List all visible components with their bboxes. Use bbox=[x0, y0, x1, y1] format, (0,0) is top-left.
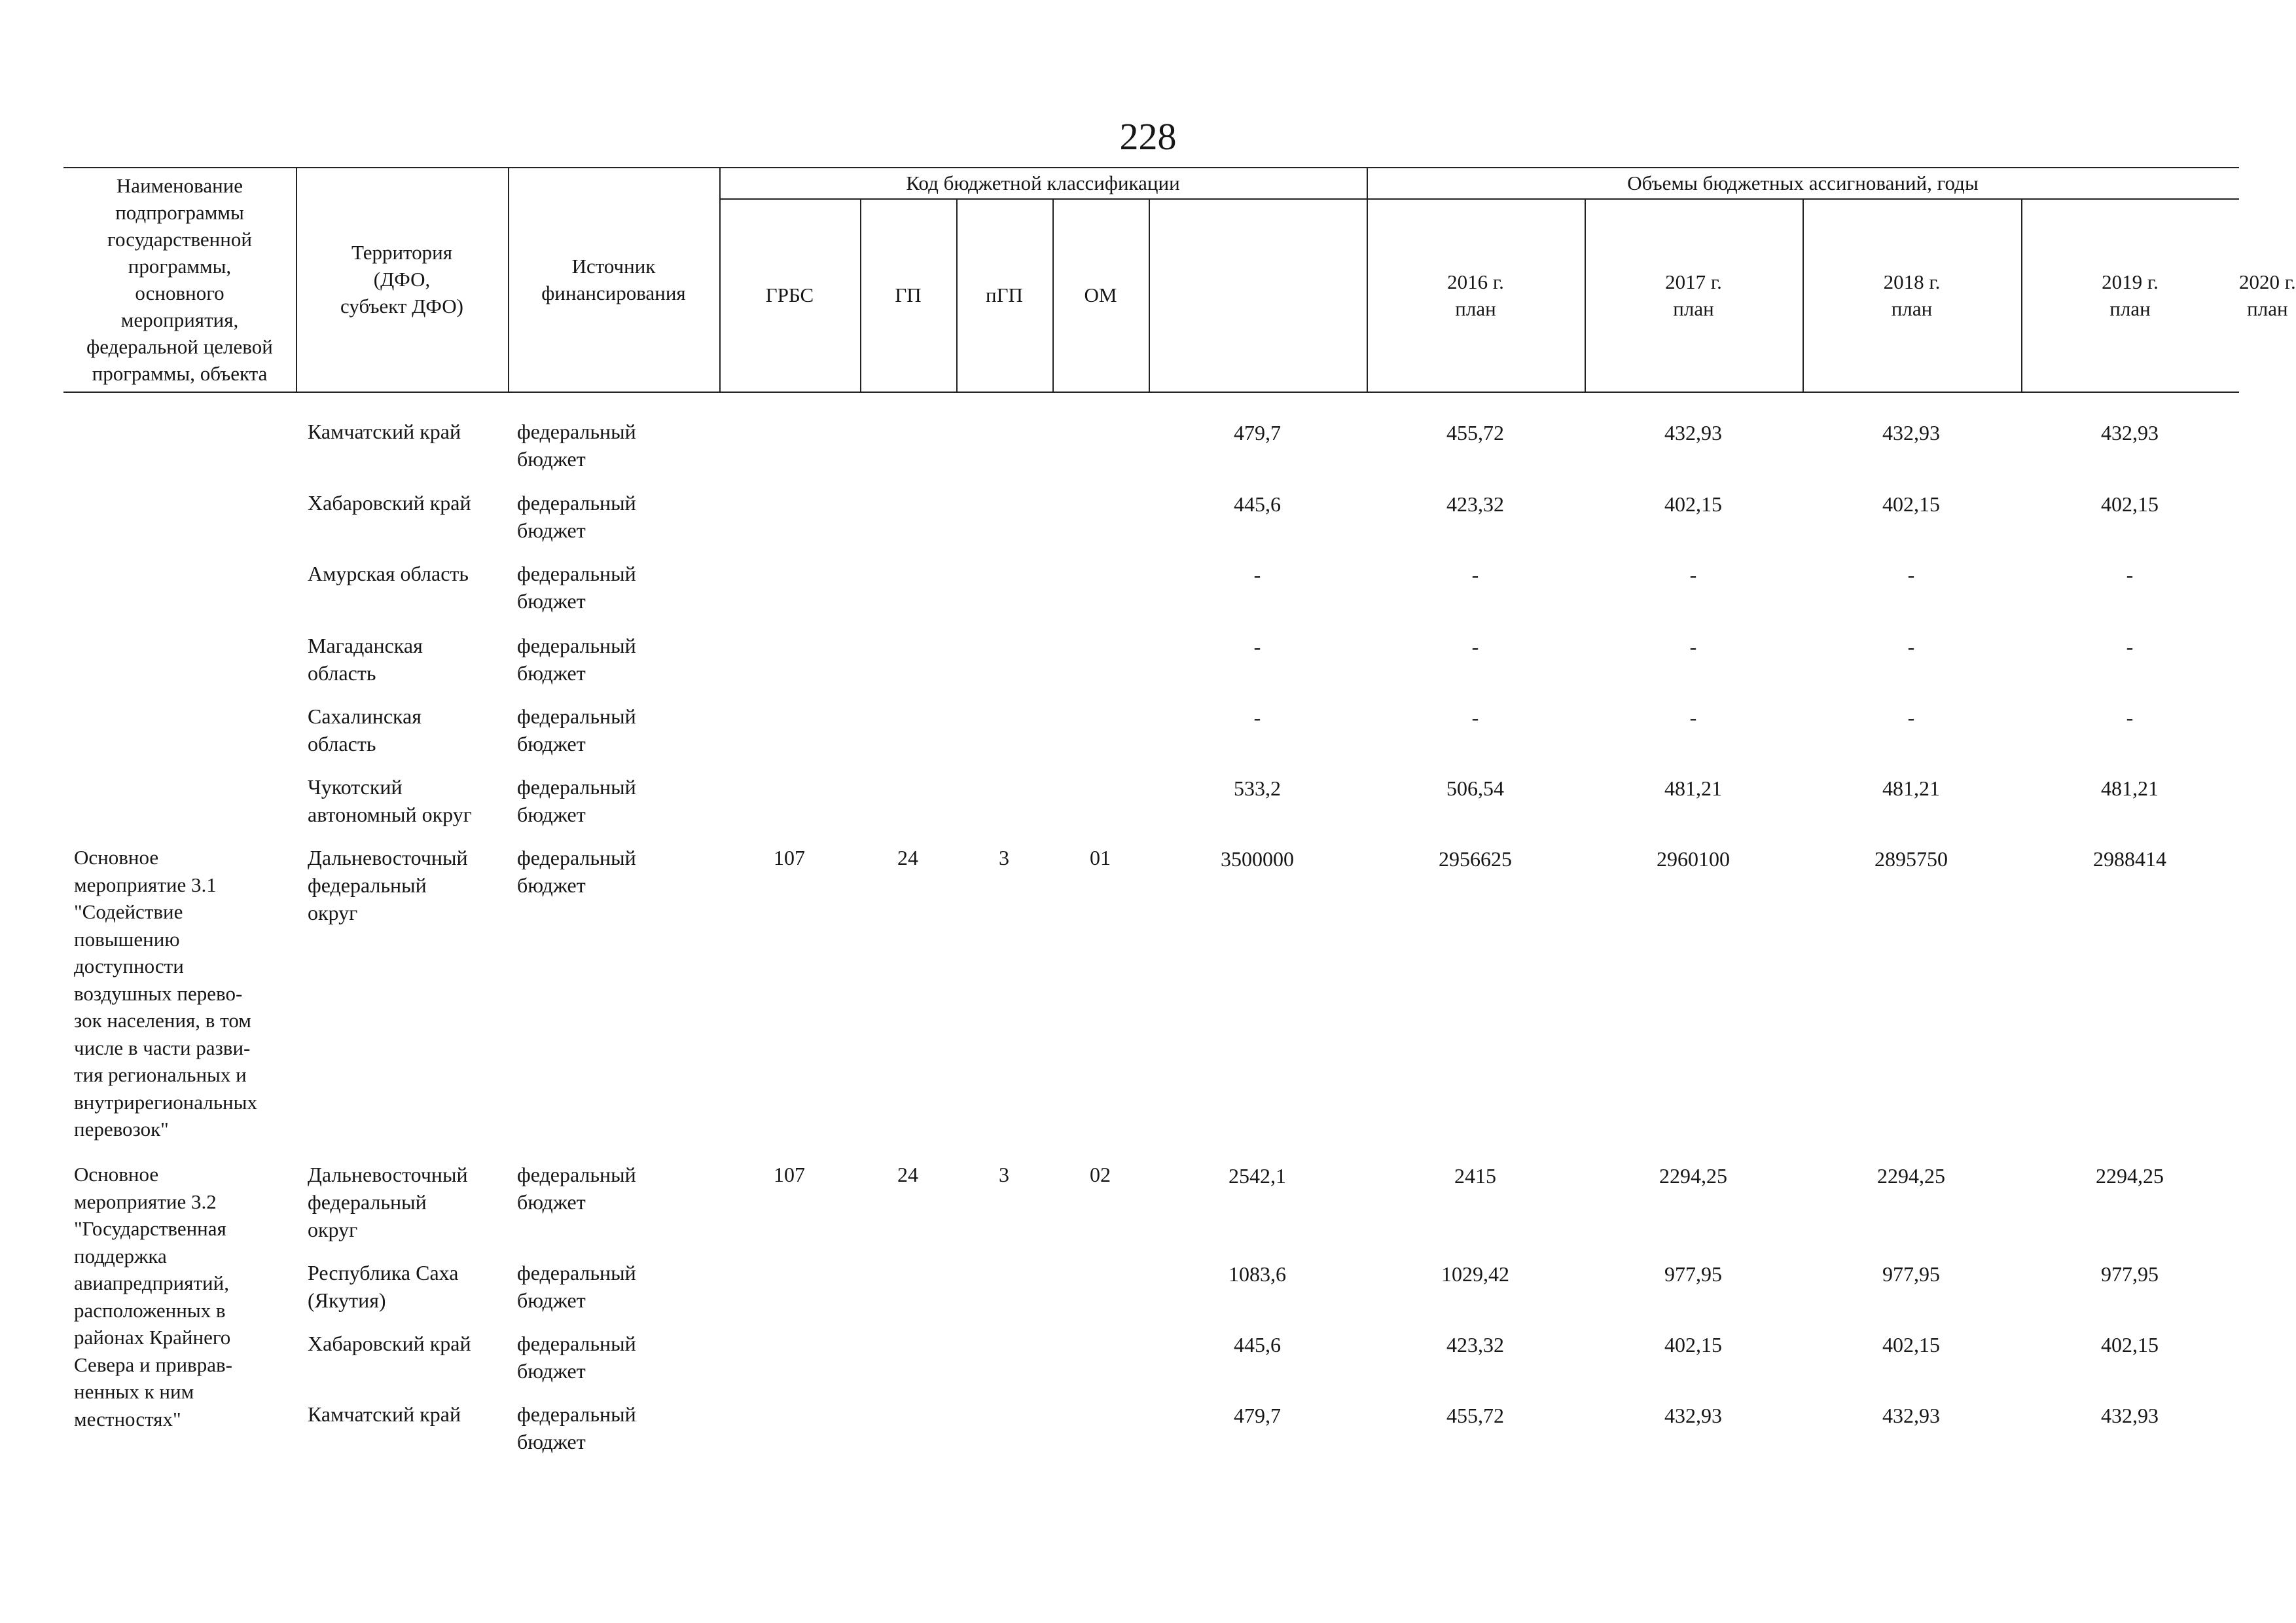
source-cell bbox=[517, 418, 636, 473]
activity-name-line: воздушных перево- bbox=[74, 981, 243, 1005]
value-cell: - bbox=[1689, 706, 1697, 729]
value-cell: 977,95 bbox=[1882, 1262, 1940, 1286]
territory-cell bbox=[308, 844, 468, 926]
value-cell: 977,95 bbox=[2101, 1262, 2159, 1286]
value-cell: - bbox=[2126, 635, 2134, 659]
source-cell-line: федеральный bbox=[517, 1332, 636, 1355]
value-cell: 1029,42 bbox=[1441, 1262, 1509, 1286]
value-cell: 3500000 bbox=[1221, 847, 1294, 871]
value-cell: - bbox=[1689, 635, 1697, 659]
territory-cell-line: Дальневосточный bbox=[308, 846, 468, 869]
source-cell bbox=[517, 632, 636, 687]
source-cell bbox=[517, 1161, 636, 1216]
value-cell: 445,6 bbox=[1234, 492, 1281, 516]
territory-cell-line: Дальневосточный bbox=[308, 1163, 468, 1186]
value-cell: 423,32 bbox=[1446, 1333, 1504, 1357]
source-cell-line: федеральный bbox=[517, 420, 636, 443]
header-pgp-line: пГП bbox=[986, 283, 1023, 306]
source-cell-line: федеральный bbox=[517, 775, 636, 799]
header-name-line: государственной bbox=[107, 227, 252, 251]
territory-cell-line: автономный округ bbox=[308, 803, 472, 826]
header-name-line: федеральной целевой bbox=[86, 335, 273, 358]
value-cell: 445,6 bbox=[1234, 1333, 1281, 1357]
value-cell: 506,54 bbox=[1446, 776, 1504, 800]
value-cell: 2294,25 bbox=[2096, 1164, 2164, 1188]
source-cell-line: бюджет bbox=[517, 589, 586, 613]
header-budget-code-line: Код бюджетной классификации bbox=[906, 171, 1180, 194]
code-cell: 107 bbox=[774, 846, 805, 869]
territory-cell-line: федеральный bbox=[308, 1190, 427, 1214]
header-year-5-line: 2020 г. bbox=[2239, 270, 2296, 293]
value-cell: 2415 bbox=[1454, 1164, 1496, 1188]
territory-cell bbox=[308, 1259, 458, 1314]
value-cell: 1083,6 bbox=[1229, 1262, 1286, 1286]
territory-cell-line: Сахалинская bbox=[308, 704, 422, 728]
header-year-1-line: план bbox=[1455, 297, 1496, 320]
territory-cell bbox=[308, 773, 472, 828]
source-cell bbox=[517, 1400, 636, 1455]
value-cell: 432,93 bbox=[2101, 1404, 2159, 1427]
header-gp-line: ГП bbox=[895, 283, 922, 306]
value-cell: 432,93 bbox=[2101, 421, 2159, 445]
territory-cell-line: Хабаровский край bbox=[308, 1332, 471, 1355]
territory-cell bbox=[308, 489, 471, 517]
header-territory-line: (ДФО, bbox=[373, 268, 431, 291]
header-year-5-line: план bbox=[2247, 297, 2288, 320]
value-cell: 2294,25 bbox=[1659, 1164, 1727, 1188]
value-cell: 2294,25 bbox=[1877, 1164, 1945, 1188]
source-cell-line: федеральный bbox=[517, 1163, 636, 1186]
territory-cell-line: Чукотский bbox=[308, 775, 403, 799]
source-cell bbox=[517, 1330, 636, 1385]
header-name-line: программы, bbox=[128, 254, 232, 278]
territory-cell bbox=[308, 1161, 468, 1243]
source-cell-line: бюджет bbox=[517, 447, 586, 471]
source-cell-line: бюджет bbox=[517, 519, 586, 542]
header-name-line: мероприятия, bbox=[120, 308, 239, 331]
value-cell: 402,15 bbox=[1882, 492, 1940, 516]
activity-name-line: зок населения, в том bbox=[74, 1009, 251, 1032]
value-cell: 402,15 bbox=[1882, 1333, 1940, 1357]
header-name-line: подпрограммы bbox=[115, 200, 244, 224]
activity-name-line: Основное bbox=[74, 1163, 159, 1186]
value-cell: 402,15 bbox=[1664, 1333, 1722, 1357]
territory-cell-line: Магаданская bbox=[308, 634, 423, 657]
value-cell: - bbox=[1471, 563, 1479, 587]
territory-cell-line: область bbox=[308, 732, 376, 756]
activity-name bbox=[74, 844, 257, 1143]
value-cell: 481,21 bbox=[2101, 776, 2159, 800]
value-cell: - bbox=[1253, 635, 1261, 659]
territory-cell-line: федеральный bbox=[308, 873, 427, 897]
value-cell: 2988414 bbox=[2093, 847, 2166, 871]
source-cell-line: бюджет bbox=[517, 803, 586, 826]
value-cell: - bbox=[2126, 563, 2134, 587]
source-cell bbox=[517, 702, 636, 757]
activity-name-line: тия региональных и bbox=[74, 1063, 247, 1086]
value-cell: - bbox=[1907, 563, 1915, 587]
territory-cell bbox=[308, 1400, 461, 1428]
activity-name-line: Севера и приврав- bbox=[74, 1353, 232, 1376]
value-cell: - bbox=[1907, 635, 1915, 659]
territory-cell bbox=[308, 1330, 471, 1357]
territory-cell bbox=[308, 560, 469, 587]
value-cell: 481,21 bbox=[1882, 776, 1940, 800]
activity-name-line: внутрирегиональных bbox=[74, 1090, 257, 1114]
source-cell-line: бюджет bbox=[517, 661, 586, 685]
header-year-1-line: 2016 г. bbox=[1447, 270, 1504, 293]
territory-cell bbox=[308, 418, 461, 445]
source-cell bbox=[517, 489, 636, 544]
source-cell bbox=[517, 773, 636, 828]
value-cell: 2960100 bbox=[1657, 847, 1730, 871]
value-cell: 479,7 bbox=[1234, 1404, 1281, 1427]
value-cell: - bbox=[1253, 563, 1261, 587]
source-cell bbox=[517, 844, 636, 899]
header-year-2-line: 2017 г. bbox=[1665, 270, 1722, 293]
header-name-line: программы, объекта bbox=[92, 361, 268, 385]
activity-name-line: авиапредприятий, bbox=[74, 1271, 229, 1294]
header-year-3-line: план bbox=[1891, 297, 1933, 320]
activity-name-line: районах Крайнего bbox=[74, 1326, 231, 1349]
source-cell bbox=[517, 1259, 636, 1314]
value-cell: 455,72 bbox=[1446, 421, 1504, 445]
value-cell: 479,7 bbox=[1234, 421, 1281, 445]
header-source-line: Источник bbox=[571, 254, 656, 278]
value-cell: - bbox=[2126, 706, 2134, 729]
source-cell-line: федеральный bbox=[517, 1261, 636, 1285]
value-cell: 2895750 bbox=[1874, 847, 1948, 871]
source-cell-line: бюджет bbox=[517, 732, 586, 756]
value-cell: - bbox=[1471, 635, 1479, 659]
activity-name-line: мероприятие 3.2 bbox=[74, 1190, 217, 1213]
value-cell: 432,93 bbox=[1664, 1404, 1722, 1427]
source-cell-line: федеральный bbox=[517, 1402, 636, 1426]
source-cell-line: бюджет bbox=[517, 1288, 586, 1312]
header-year-4-line: план bbox=[2109, 297, 2151, 320]
territory-cell bbox=[308, 632, 423, 687]
code-cell: 3 bbox=[999, 846, 1009, 869]
activity-name-line: повышению bbox=[74, 927, 180, 951]
territory-cell-line: Камчатский край bbox=[308, 1402, 461, 1426]
source-cell bbox=[517, 560, 636, 615]
value-cell: 423,32 bbox=[1446, 492, 1504, 516]
header-om-line: ОМ bbox=[1084, 283, 1117, 306]
territory-cell-line: Камчатский край bbox=[308, 420, 461, 443]
code-cell: 24 bbox=[897, 846, 918, 869]
territory-cell-line: область bbox=[308, 661, 376, 685]
activity-name-line: поддержка bbox=[74, 1244, 167, 1267]
header-year-2-line: план bbox=[1673, 297, 1714, 320]
source-cell-line: бюджет bbox=[517, 1430, 586, 1453]
value-cell: 2542,1 bbox=[1229, 1164, 1286, 1188]
activity-name-line: доступности bbox=[74, 955, 184, 977]
code-cell: 3 bbox=[999, 1163, 1009, 1186]
activity-name-line: мероприятие 3.1 bbox=[74, 873, 217, 896]
source-cell-line: федеральный bbox=[517, 491, 636, 515]
source-cell-line: бюджет bbox=[517, 1190, 586, 1214]
activity-name-line: расположенных в bbox=[74, 1298, 226, 1322]
source-cell-line: федеральный bbox=[517, 562, 636, 585]
page-number: 228 bbox=[1119, 115, 1177, 158]
value-cell: 402,15 bbox=[2101, 492, 2159, 516]
code-cell: 24 bbox=[897, 1163, 918, 1186]
activity-name-line: "Государственная bbox=[74, 1217, 226, 1240]
code-cell: 02 bbox=[1090, 1163, 1111, 1186]
territory-cell-line: Хабаровский край bbox=[308, 491, 471, 515]
territory-cell-line: Республика Саха bbox=[308, 1261, 459, 1285]
source-cell-line: федеральный bbox=[517, 634, 636, 657]
territory-cell-line: Амурская область bbox=[308, 562, 469, 585]
header-source-line: финансирования bbox=[541, 281, 686, 304]
source-cell-line: бюджет bbox=[517, 1359, 586, 1383]
territory-cell-line: округ bbox=[308, 901, 358, 924]
header-territory-line: Территория bbox=[351, 241, 453, 264]
activity-name-line: перевозок" bbox=[74, 1118, 169, 1140]
value-cell: - bbox=[1253, 706, 1261, 729]
value-cell: 481,21 bbox=[1664, 776, 1722, 800]
source-cell-line: бюджет bbox=[517, 873, 586, 897]
value-cell: - bbox=[1689, 563, 1697, 587]
activity-name-line: "Содействие bbox=[74, 900, 183, 923]
activity-name bbox=[74, 1161, 232, 1432]
value-cell: - bbox=[1907, 706, 1915, 729]
header-name-line: основного bbox=[135, 281, 224, 304]
header-year-3-line: 2018 г. bbox=[1883, 270, 1941, 293]
activity-name-line: ненных к ним bbox=[74, 1380, 194, 1403]
activity-name-line: местностях" bbox=[74, 1407, 181, 1431]
code-cell: 01 bbox=[1090, 846, 1111, 869]
header-year-4-line: 2019 г. bbox=[2102, 270, 2159, 293]
header-territory-line: субъект ДФО) bbox=[340, 295, 463, 318]
value-cell: 402,15 bbox=[2101, 1333, 2159, 1357]
value-cell: - bbox=[1471, 706, 1479, 729]
territory-cell-line: округ bbox=[308, 1218, 358, 1241]
value-cell: 432,93 bbox=[1882, 421, 1940, 445]
activity-name-line: числе в части разви- bbox=[74, 1036, 251, 1059]
value-cell: 432,93 bbox=[1664, 421, 1722, 445]
value-cell: 533,2 bbox=[1234, 776, 1281, 800]
value-cell: 402,15 bbox=[1664, 492, 1722, 516]
value-cell: 432,93 bbox=[1882, 1404, 1940, 1427]
activity-name-line: Основное bbox=[74, 846, 159, 869]
source-cell-line: федеральный bbox=[517, 704, 636, 728]
header-allocations-line: Объемы бюджетных ассигнований, годы bbox=[1627, 171, 1979, 194]
territory-cell-line: (Якутия) bbox=[308, 1288, 386, 1312]
header-grbs-line: ГРБС bbox=[765, 283, 814, 306]
territory-cell bbox=[308, 702, 422, 757]
header-name-line: Наименование bbox=[116, 173, 243, 197]
value-cell: 2956625 bbox=[1439, 847, 1512, 871]
value-cell: 977,95 bbox=[1664, 1262, 1722, 1286]
source-cell-line: федеральный bbox=[517, 846, 636, 869]
code-cell: 107 bbox=[774, 1163, 805, 1186]
value-cell: 455,72 bbox=[1446, 1404, 1504, 1427]
